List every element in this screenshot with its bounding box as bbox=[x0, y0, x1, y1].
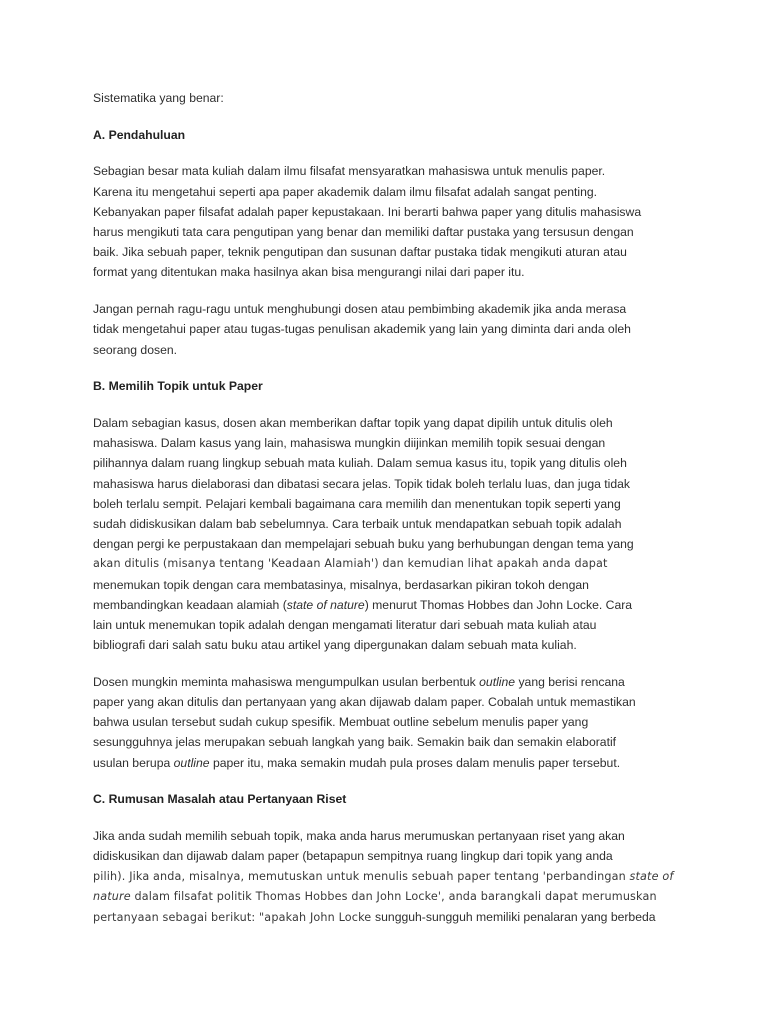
section-heading-rumusan-masalah: C. Rumusan Masalah atau Pertanyaan Riset bbox=[93, 792, 347, 807]
text-line: Jika anda sudah memilih sebuah topik, maka anda harus merumuskan pertanyaan riset yang akan bbox=[93, 829, 625, 844]
text-line bbox=[93, 672, 678, 692]
text-line: boleh terlalu sempit. Pelajari kembali bagaimana cara memilih dan menentukan topik seperti yang bbox=[93, 496, 621, 511]
text-run: usulan berupa bbox=[93, 755, 174, 770]
section-heading-pendahuluan: A. Pendahuluan bbox=[93, 127, 186, 142]
text-run: pilih). Jika anda, misalnya, memutuskan untuk menulis sebuah paper tentang 'perbandingan bbox=[93, 869, 630, 883]
text-line: pilihannya dalam ruang lingkup sebuah mata kuliah. Dalam semua kasus itu, topik yang ditulis oleh bbox=[93, 456, 627, 471]
text-line bbox=[93, 595, 678, 615]
text-line bbox=[93, 887, 678, 907]
text-line: lain untuk menemukan topik adalah dengan mengamati literatur dari sebuah mata kuliah atau bbox=[93, 617, 597, 632]
text-line bbox=[93, 907, 678, 928]
text-line bbox=[93, 753, 678, 773]
text-line: bibliografi dari salah satu buku atau artikel yang dipergunakan dalam sebuah mata kuliah. bbox=[93, 638, 577, 653]
text-line: seorang dosen. bbox=[93, 342, 178, 357]
document-page bbox=[93, 88, 678, 945]
text-run: sungguh-sungguh memiliki penalaran yang berbeda bbox=[375, 909, 656, 924]
italic-term: nature bbox=[93, 889, 131, 903]
text-line: Sebagian besar mata kuliah dalam ilmu filsafat mensyaratkan mahasiswa untuk menulis paper. bbox=[93, 164, 606, 179]
text-line: mahasiswa. Dalam kasus yang lain, mahasiswa mungkin diijinkan memilih topik sesuai dengan bbox=[93, 436, 606, 451]
text-run: Dosen mungkin meminta mahasiswa mengumpulkan usulan berbentuk bbox=[93, 674, 480, 689]
text-line: tidak mengetahui paper atau tugas-tugas penulisan akademik yang lain yang diminta dari anda oleh bbox=[93, 322, 631, 337]
italic-term: outline bbox=[173, 755, 210, 770]
text-line: mahasiswa harus dielaborasi dan dibatasi secara jelas. Topik tidak boleh terlalu luas, dan juga tidak bbox=[93, 476, 631, 491]
text-run: pertanyaan sebagai berikut: "apakah John Locke bbox=[93, 910, 376, 924]
text-line: format yang ditentukan maka hasilnya akan bisa mengurangi nilai dari paper itu. bbox=[93, 265, 525, 280]
text-line: Jangan pernah ragu-ragu untuk menghubungi dosen atau pembimbing akademik jika anda merasa bbox=[93, 302, 627, 317]
text-line: sudah didiskusikan dalam bab sebelumnya. Cara terbaik untuk mendapatkan sebuah topik adalah bbox=[93, 516, 622, 531]
text-line: harus mengikuti tata cara pengutipan yang benar dan memiliki daftar pustaka yang tersusun dengan bbox=[93, 225, 634, 240]
text-line: paper yang akan ditulis dan pertanyaan yang akan dijawab dalam paper. Cobalah untuk memastikan bbox=[93, 695, 636, 710]
paragraph bbox=[93, 672, 678, 773]
paragraph bbox=[93, 826, 678, 928]
paragraph bbox=[93, 413, 678, 655]
paragraph bbox=[93, 161, 678, 282]
text-line: didiskusikan dan dijawab dalam paper (betapapun sempitnya ruang lingkup dari topik yang anda bbox=[93, 849, 613, 864]
section-heading-memilih-topik: B. Memilih Topik untuk Paper bbox=[93, 379, 263, 394]
italic-term: outline bbox=[479, 674, 516, 689]
text-line bbox=[93, 867, 678, 887]
intro-text: Sistematika yang benar: bbox=[93, 91, 224, 105]
text-run: ) menurut Thomas Hobbes dan John Locke. Cara bbox=[364, 597, 633, 612]
text-run: yang berisi rencana bbox=[515, 674, 625, 689]
text-run: membandingkan keadaan alamiah ( bbox=[93, 597, 287, 612]
italic-term: state of bbox=[629, 869, 674, 883]
text-line: Dalam sebagian kasus, dosen akan memberikan daftar topik yang dapat dipilih untuk ditulis oleh bbox=[93, 415, 613, 430]
italic-term: state of nature bbox=[286, 597, 365, 612]
text-line: Karena itu mengetahui seperti apa paper akademik dalam ilmu filsafat adalah sangat penting. bbox=[93, 184, 598, 199]
text-line: menemukan topik dengan cara membatasinya, misalnya, berdasarkan pikiran tokoh dengan bbox=[93, 577, 589, 592]
text-run: dalam filsafat politik Thomas Hobbes dan John Locke', anda barangkali dapat merumuskan bbox=[130, 889, 657, 903]
text-line: sesungguhnya jelas merupakan sebuah langkah yang baik. Semakin baik dan semakin elaboratif bbox=[93, 735, 617, 750]
paragraph bbox=[93, 299, 678, 360]
text-run: paper itu, maka semakin mudah pula proses dalam menulis paper tersebut. bbox=[209, 755, 621, 770]
text-line: baik. Jika sebuah paper, teknik pengutipan dan susunan daftar pustaka tidak mengikuti aturan atau bbox=[93, 245, 627, 260]
text-line: akan ditulis (misanya tentang 'Keadaan Alamiah') dan kemudian lihat apakah anda dapat bbox=[93, 557, 608, 571]
text-line: Kebanyakan paper filsafat adalah paper kepustakaan. Ini berarti bahwa paper yang ditulis mahasiswa bbox=[93, 204, 642, 219]
text-line: dengan pergi ke perpustakaan dan mempelajari sebuah buku yang berhubungan dengan tema yang bbox=[93, 537, 634, 552]
text-line: bahwa usulan tersebut sudah cukup spesifik. Membuat outline sebelum menulis paper yang bbox=[93, 715, 589, 730]
